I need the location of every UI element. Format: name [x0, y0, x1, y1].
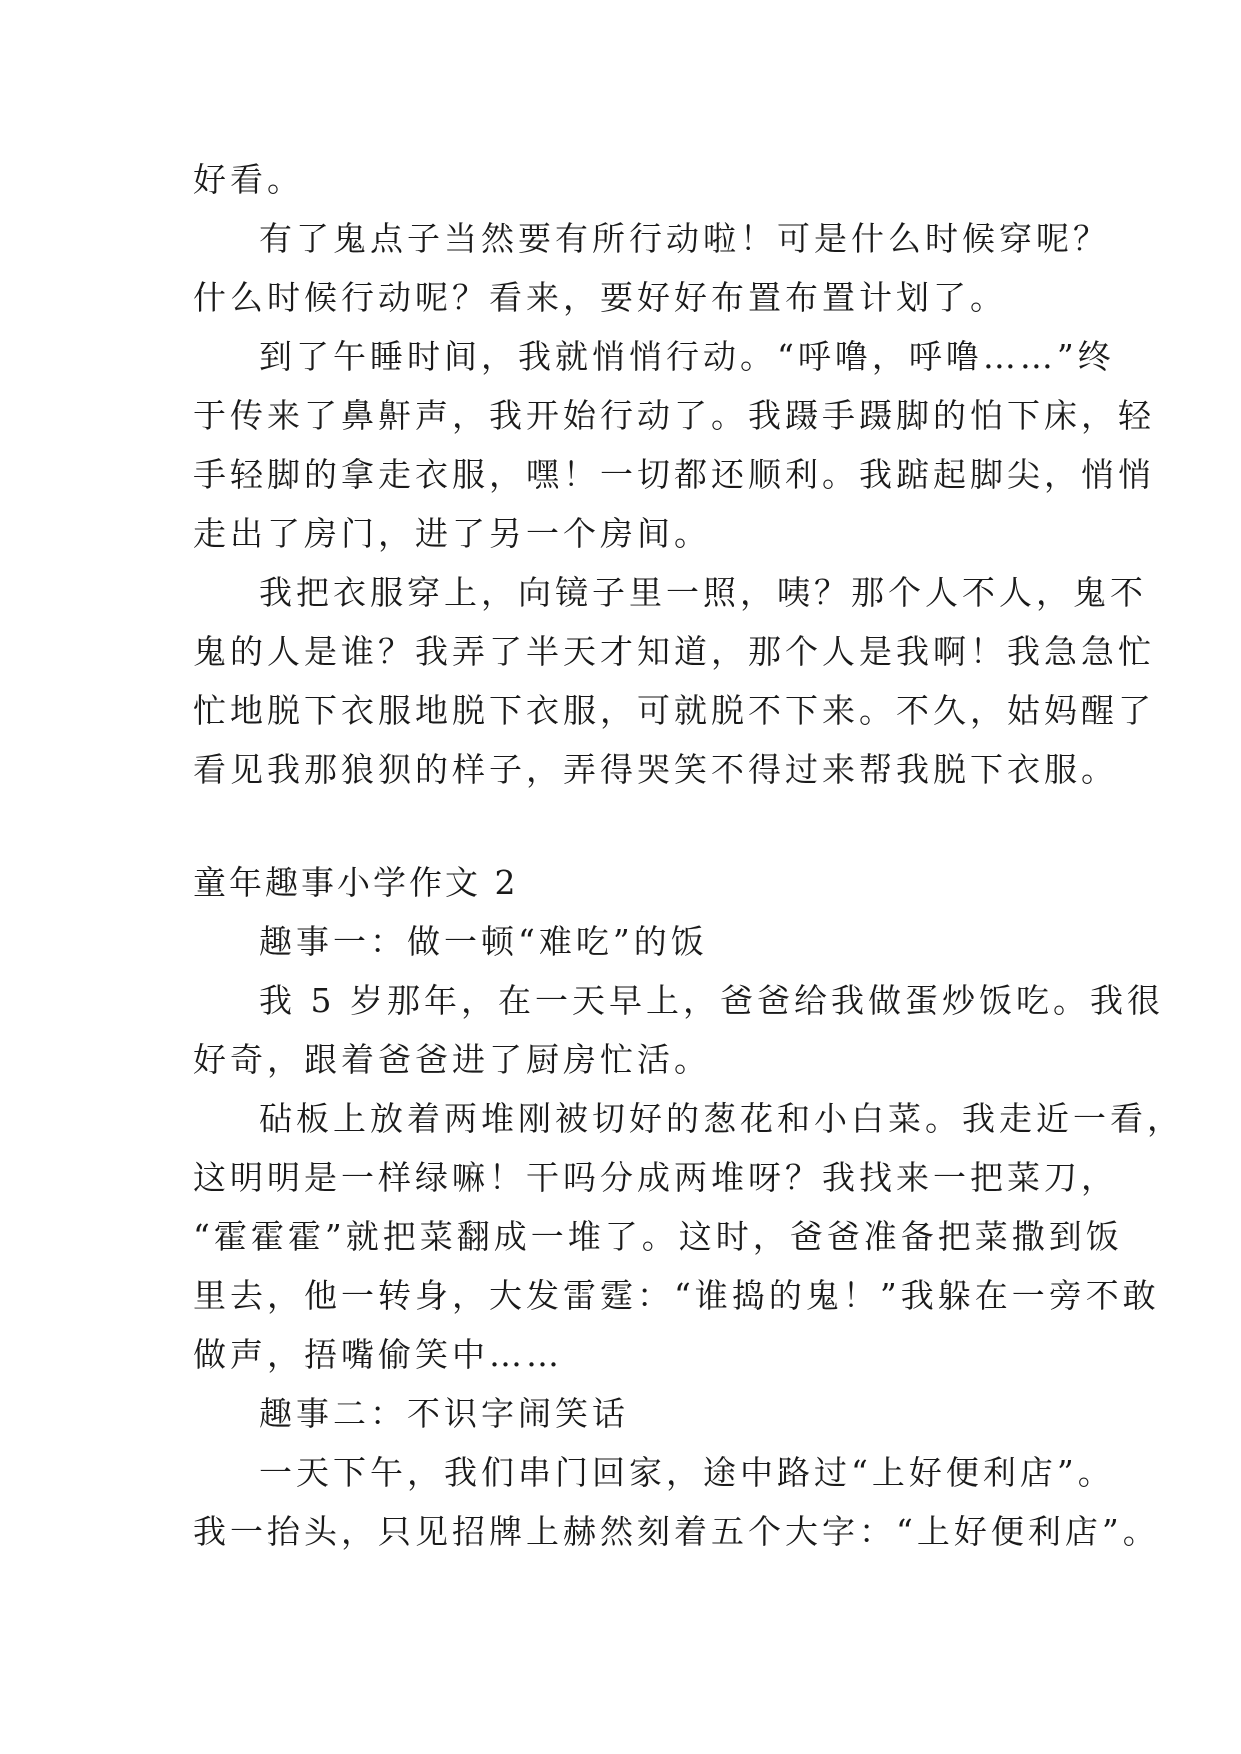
- text-line: 看见我那狼狈的样子，弄得哭笑不得过来帮我脱下衣服。: [193, 750, 1118, 789]
- text-line: 我把衣服穿上，向镜子里一照，咦？那个人不人，鬼不: [259, 573, 1147, 612]
- subheading: 趣事二：不识字闹笑话: [259, 1394, 629, 1433]
- text-line: 好奇，跟着爸爸进了厨房忙活。: [193, 1040, 711, 1079]
- text-line: 忙地脱下衣服地脱下衣服，可就脱不下来。不久，姑妈醒了: [193, 691, 1155, 730]
- text-line: 到了午睡时间，我就悄悄行动。“呼噜，呼噜……”终: [259, 337, 1115, 376]
- essay-title: 童年趣事小学作文 2: [193, 863, 519, 902]
- text-line: 于传来了鼻鼾声，我开始行动了。我蹑手蹑脚的怕下床，轻: [193, 396, 1155, 435]
- text-line: 走出了房门，进了另一个房间。: [193, 514, 711, 553]
- text-line: 做声，捂嘴偷笑中……: [193, 1335, 563, 1374]
- section-gap: [193, 799, 1083, 853]
- document-page: [193, 150, 1184, 1561]
- text-line: 里去，他一转身，大发雷霆：“谁捣的鬼！”我躲在一旁不敢: [193, 1276, 1160, 1315]
- text-line: 什么时候行动呢？看来，要好好布置布置计划了。: [193, 278, 1007, 317]
- text-line: 我 5 岁那年，在一天早上，爸爸给我做蛋炒饭吃。我很: [259, 981, 1164, 1020]
- text-line: 这明明是一样绿嘛！干吗分成两堆呀？我找来一把菜刀，: [193, 1158, 1118, 1197]
- text-line: 一天下午，我们串门回家，途中路过“上好便利店”。: [259, 1453, 1115, 1492]
- text-line: 砧板上放着两堆刚被切好的葱花和小白菜。我走近一看，: [259, 1099, 1184, 1138]
- text-line: 有了鬼点子当然要有所行动啦！可是什么时候穿呢？: [259, 219, 1110, 258]
- subheading: 趣事一：做一顿“难吃”的饭: [259, 922, 708, 961]
- text-line: 手轻脚的拿走衣服，嘿！一切都还顺利。我踮起脚尖，悄悄: [193, 455, 1155, 494]
- text-line: 鬼的人是谁？我弄了半天才知道，那个人是我啊！我急急忙: [193, 632, 1155, 671]
- text-line: 我一抬头，只见招牌上赫然刻着五个大字：“上好便利店”。: [193, 1512, 1160, 1551]
- text-line: 好看。: [193, 160, 304, 199]
- text-line: “霍霍霍”就把菜翻成一堆了。这时，爸爸准备把菜撒到饭: [193, 1217, 1123, 1256]
